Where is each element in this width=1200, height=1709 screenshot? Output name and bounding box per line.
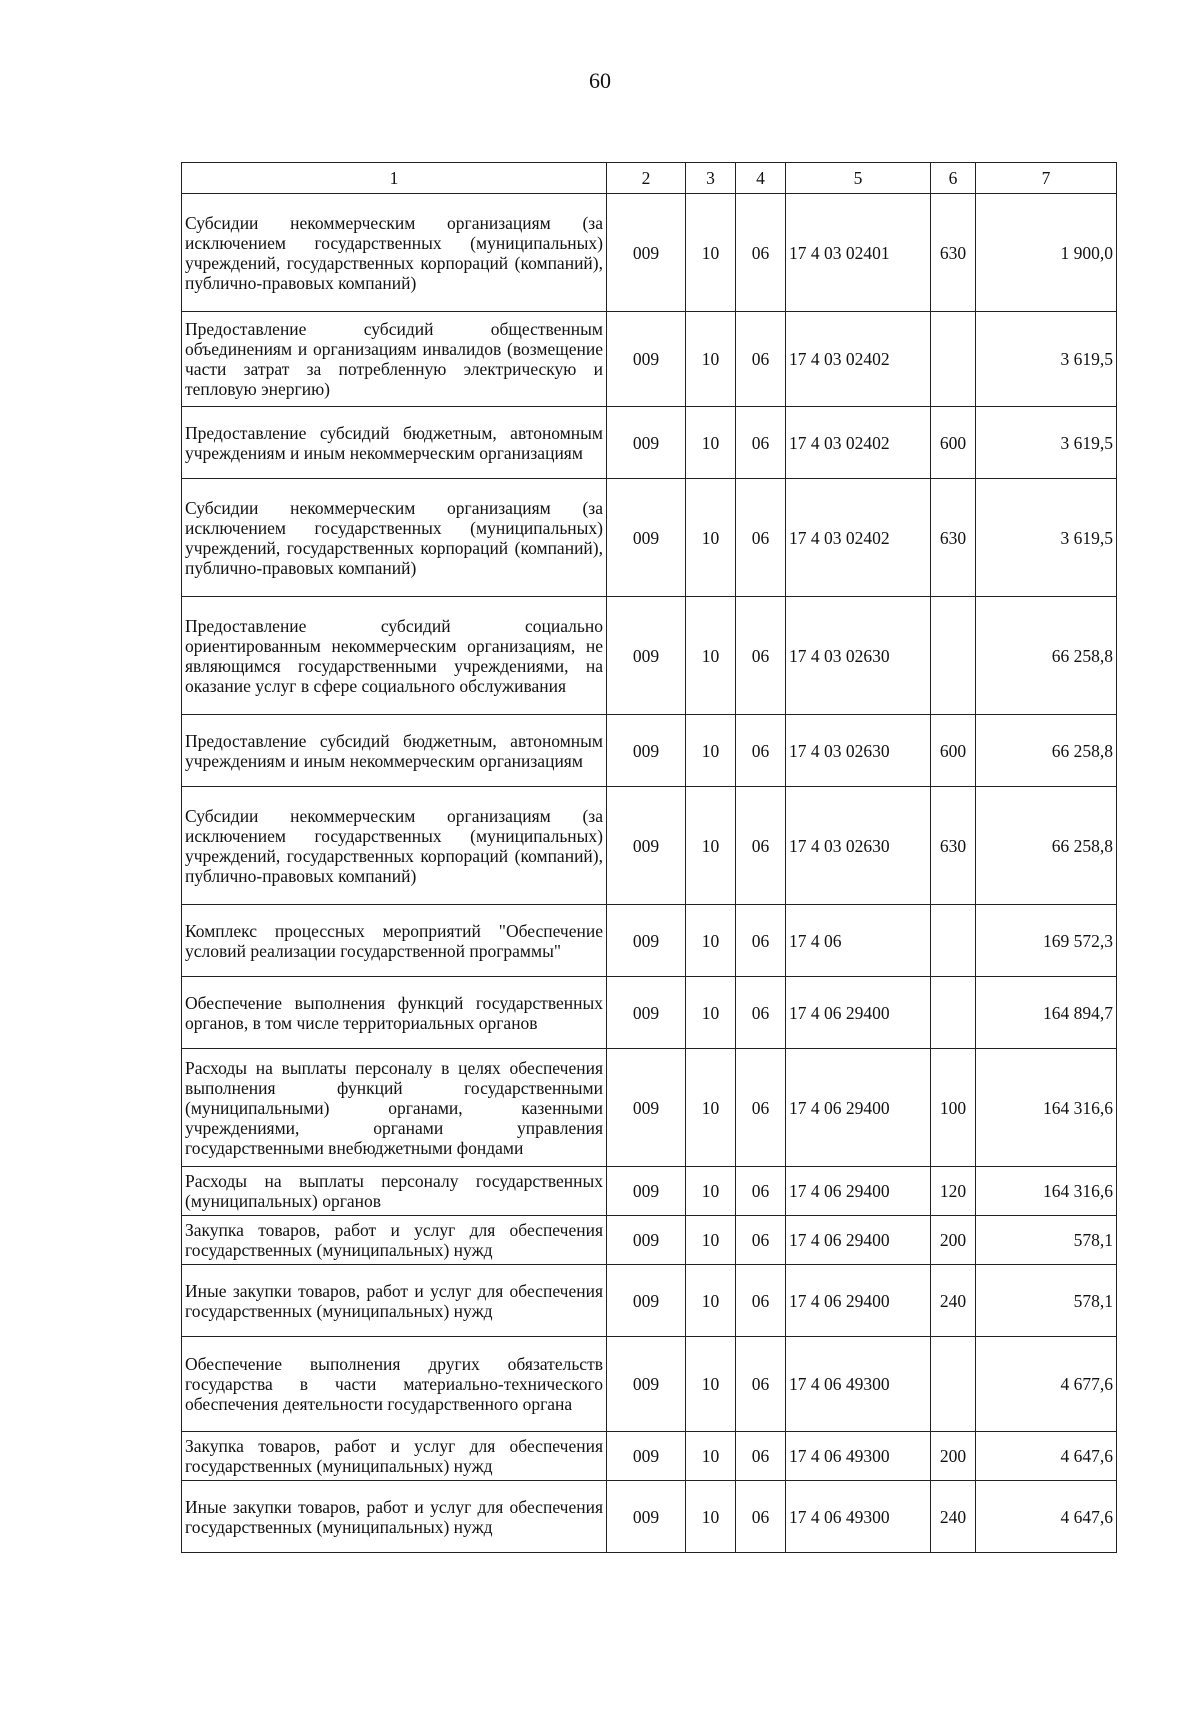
cell-expense-type: 200 [931,1216,976,1265]
cell-section: 10 [686,1216,736,1265]
table-row [182,715,1117,787]
cell-section: 10 [686,194,736,312]
cell-expense-type: 600 [931,715,976,787]
cell-ministry: 009 [607,1432,686,1481]
cell-expense-type: 240 [931,1265,976,1337]
cell-section: 10 [686,1337,736,1432]
cell-subsection: 06 [736,1432,786,1481]
cell-amount: 169 572,3 [976,905,1117,977]
cell-ministry: 009 [607,312,686,407]
cell-section: 10 [686,1481,736,1553]
column-header: 1 [182,163,607,194]
cell-section: 10 [686,1265,736,1337]
row-name: Расходы на выплаты персоналу государственных (муниципальных) органов [182,1167,607,1216]
cell-amount: 4 677,6 [976,1337,1117,1432]
table-row [182,407,1117,479]
cell-section: 10 [686,715,736,787]
cell-section: 10 [686,1432,736,1481]
row-name: Комплекс процессных мероприятий "Обеспечение условий реализации государственной программы" [182,905,607,977]
cell-subsection: 06 [736,1167,786,1216]
cell-section: 10 [686,312,736,407]
cell-amount: 3 619,5 [976,407,1117,479]
cell-subsection: 06 [736,1216,786,1265]
cell-target-code: 17 4 03 02630 [786,787,931,905]
table-row [182,1481,1117,1553]
cell-expense-type: 100 [931,1049,976,1167]
cell-expense-type [931,905,976,977]
cell-amount: 578,1 [976,1265,1117,1337]
cell-ministry: 009 [607,1216,686,1265]
cell-ministry: 009 [607,1337,686,1432]
cell-ministry: 009 [607,1265,686,1337]
column-header: 6 [931,163,976,194]
table-row [182,787,1117,905]
table-row [182,312,1117,407]
cell-ministry: 009 [607,787,686,905]
row-name: Субсидии некоммерческим организациям (за исключением государственных (муниципальных) учреждений, государственных корпораций (компаний), публично-правовых компаний) [182,787,607,905]
column-header: 2 [607,163,686,194]
cell-section: 10 [686,407,736,479]
table-row [182,1216,1117,1265]
cell-target-code: 17 4 06 49300 [786,1481,931,1553]
cell-section: 10 [686,905,736,977]
cell-ministry: 009 [607,407,686,479]
cell-section: 10 [686,597,736,715]
cell-ministry: 009 [607,715,686,787]
cell-subsection: 06 [736,479,786,597]
cell-target-code: 17 4 03 02402 [786,312,931,407]
table-row [182,977,1117,1049]
column-header: 5 [786,163,931,194]
cell-expense-type [931,312,976,407]
cell-amount: 578,1 [976,1216,1117,1265]
table-row [182,1167,1117,1216]
cell-target-code: 17 4 03 02402 [786,479,931,597]
cell-subsection: 06 [736,1265,786,1337]
cell-subsection: 06 [736,194,786,312]
row-name: Обеспечение выполнения функций государственных органов, в том числе территориальных органов [182,977,607,1049]
column-header: 3 [686,163,736,194]
cell-expense-type [931,597,976,715]
cell-expense-type: 630 [931,194,976,312]
cell-expense-type: 120 [931,1167,976,1216]
table-row [182,905,1117,977]
cell-amount: 1 900,0 [976,194,1117,312]
cell-target-code: 17 4 06 29400 [786,1167,931,1216]
cell-ministry: 009 [607,194,686,312]
cell-amount: 164 894,7 [976,977,1117,1049]
row-name: Иные закупки товаров, работ и услуг для обеспечения государственных (муниципальных) нужд [182,1265,607,1337]
cell-section: 10 [686,977,736,1049]
cell-target-code: 17 4 06 29400 [786,1216,931,1265]
cell-target-code: 17 4 06 [786,905,931,977]
cell-section: 10 [686,479,736,597]
cell-ministry: 009 [607,905,686,977]
cell-amount: 66 258,8 [976,787,1117,905]
row-name: Иные закупки товаров, работ и услуг для обеспечения государственных (муниципальных) нужд [182,1481,607,1553]
cell-expense-type [931,977,976,1049]
table-row [182,1432,1117,1481]
cell-ministry: 009 [607,1049,686,1167]
cell-amount: 3 619,5 [976,479,1117,597]
cell-amount: 164 316,6 [976,1049,1117,1167]
header-row [182,163,1117,194]
table-row [182,1049,1117,1167]
cell-subsection: 06 [736,1049,786,1167]
cell-ministry: 009 [607,479,686,597]
cell-amount: 164 316,6 [976,1167,1117,1216]
row-name: Субсидии некоммерческим организациям (за исключением государственных (муниципальных) учреждений, государственных корпораций (компаний), публично-правовых компаний) [182,479,607,597]
cell-subsection: 06 [736,977,786,1049]
table-row [182,1337,1117,1432]
row-name: Закупка товаров, работ и услуг для обеспечения государственных (муниципальных) нужд [182,1216,607,1265]
cell-target-code: 17 4 06 49300 [786,1432,931,1481]
row-name: Закупка товаров, работ и услуг для обеспечения государственных (муниципальных) нужд [182,1432,607,1481]
cell-section: 10 [686,1049,736,1167]
cell-amount: 3 619,5 [976,312,1117,407]
cell-target-code: 17 4 06 49300 [786,1337,931,1432]
cell-subsection: 06 [736,407,786,479]
budget-table [181,162,1117,1553]
row-name: Предоставление субсидий общественным объединениям и организациям инвалидов (возмещение части затрат за потребленную электрическую и тепловую энергию) [182,312,607,407]
cell-amount: 4 647,6 [976,1481,1117,1553]
table-row [182,194,1117,312]
column-header: 7 [976,163,1117,194]
cell-amount: 4 647,6 [976,1432,1117,1481]
cell-target-code: 17 4 03 02630 [786,597,931,715]
cell-expense-type: 630 [931,787,976,905]
cell-subsection: 06 [736,715,786,787]
row-name: Обеспечение выполнения других обязательств государства в части материально-технического обеспечения деятельности государственного органа [182,1337,607,1432]
cell-expense-type: 200 [931,1432,976,1481]
cell-subsection: 06 [736,905,786,977]
cell-subsection: 06 [736,312,786,407]
cell-subsection: 06 [736,597,786,715]
cell-amount: 66 258,8 [976,715,1117,787]
table-row [182,597,1117,715]
cell-target-code: 17 4 06 29400 [786,1265,931,1337]
cell-target-code: 17 4 06 29400 [786,1049,931,1167]
column-header: 4 [736,163,786,194]
cell-target-code: 17 4 03 02402 [786,407,931,479]
cell-subsection: 06 [736,787,786,905]
row-name: Предоставление субсидий социально ориентированным некоммерческим организациям, не являющимся государственными учреждениями, на оказание услуг в сфере социального обслуживания [182,597,607,715]
cell-target-code: 17 4 06 29400 [786,977,931,1049]
row-name: Субсидии некоммерческим организациям (за исключением государственных (муниципальных) учреждений, государственных корпораций (компаний), публично-правовых компаний) [182,194,607,312]
cell-expense-type: 600 [931,407,976,479]
page-number: 60 [589,68,611,93]
table-row [182,1265,1117,1337]
cell-ministry: 009 [607,1481,686,1553]
cell-target-code: 17 4 03 02630 [786,715,931,787]
cell-ministry: 009 [607,977,686,1049]
cell-expense-type: 240 [931,1481,976,1553]
cell-subsection: 06 [736,1481,786,1553]
cell-subsection: 06 [736,1337,786,1432]
row-name: Предоставление субсидий бюджетным, автономным учреждениям и иным некоммерческим организациям [182,407,607,479]
cell-section: 10 [686,1167,736,1216]
cell-ministry: 009 [607,1167,686,1216]
cell-ministry: 009 [607,597,686,715]
cell-target-code: 17 4 03 02401 [786,194,931,312]
cell-amount: 66 258,8 [976,597,1117,715]
table-row [182,479,1117,597]
cell-expense-type [931,1337,976,1432]
cell-section: 10 [686,787,736,905]
cell-expense-type: 630 [931,479,976,597]
row-name: Предоставление субсидий бюджетным, автономным учреждениям и иным некоммерческим организациям [182,715,607,787]
row-name: Расходы на выплаты персоналу в целях обеспечения выполнения функций государственными (муниципальными) органами, казенными учреждениями, органами управления государственными внебюджетными фондами [182,1049,607,1167]
